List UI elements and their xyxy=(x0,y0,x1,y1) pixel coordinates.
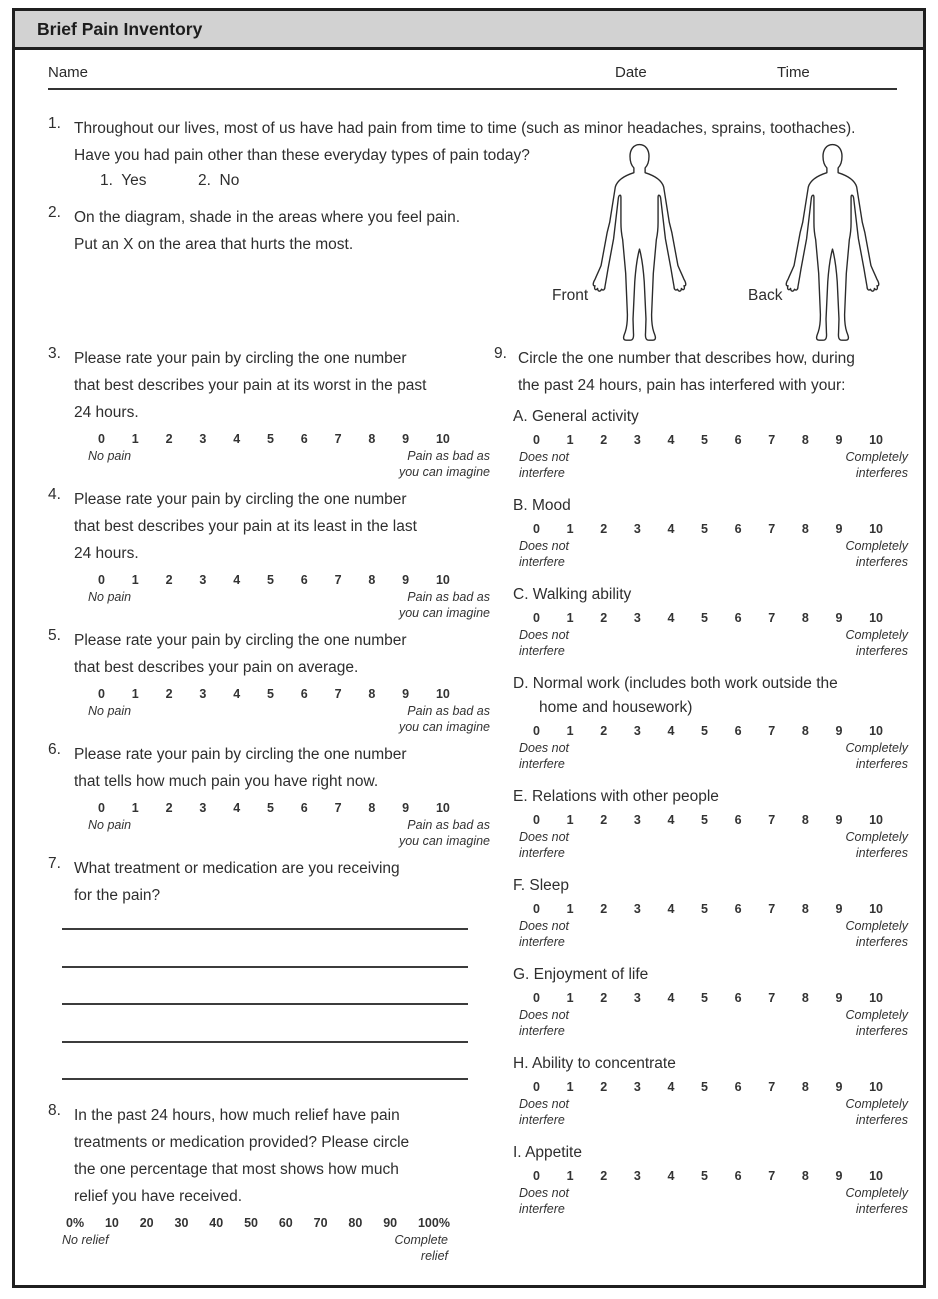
scale-number-2[interactable]: 2 xyxy=(600,1080,608,1094)
scale-number-5[interactable]: 5 xyxy=(701,433,708,447)
scale-number-9[interactable]: 9 xyxy=(835,522,843,536)
scale-number-8[interactable]: 8 xyxy=(801,1169,809,1183)
scale-number-5[interactable]: 5 xyxy=(701,724,708,738)
scale-number-100%[interactable]: 100% xyxy=(417,1216,450,1230)
scale-number-5[interactable]: 5 xyxy=(701,813,708,827)
scale-number-3[interactable]: 3 xyxy=(199,432,207,446)
scale-number-10[interactable]: 10 xyxy=(435,687,450,701)
scale-number-7[interactable]: 7 xyxy=(768,724,776,738)
scale-number-5[interactable]: 5 xyxy=(701,611,708,625)
question-7 xyxy=(48,855,478,1080)
question-5 xyxy=(48,627,490,735)
scale-anchor-right: Completely interferes xyxy=(845,1186,908,1216)
scale-number-1[interactable]: 1 xyxy=(131,432,139,446)
interference-item xyxy=(513,1141,924,1217)
scale-number-3[interactable]: 3 xyxy=(633,433,641,447)
scale-number-10[interactable]: 10 xyxy=(869,902,883,916)
question-7-text: What treatment or medication are you receiving for the pain? xyxy=(74,860,400,904)
scale-number-9[interactable]: 9 xyxy=(835,724,843,738)
form-title-bar xyxy=(12,8,926,50)
scale-anchor-right: Completely interferes xyxy=(845,741,908,771)
interference-item xyxy=(513,785,924,861)
option-no[interactable]: 2. No xyxy=(198,172,240,189)
scale-number-1[interactable]: 1 xyxy=(566,1080,574,1094)
scale-number-10[interactable]: 10 xyxy=(869,433,883,447)
scale-number-0[interactable]: 0 xyxy=(98,573,105,587)
scale-number-20[interactable]: 20 xyxy=(139,1216,154,1230)
scale-anchor-left: No pain xyxy=(88,704,132,718)
scale-anchor-left: No pain xyxy=(88,449,132,463)
interference-item-label: H. Ability to concentrate xyxy=(513,1055,676,1072)
scale-number-2[interactable]: 2 xyxy=(600,813,608,827)
scale-number-2[interactable]: 2 xyxy=(165,573,173,587)
scale-number-3[interactable]: 3 xyxy=(633,724,641,738)
interference-scale xyxy=(533,611,883,626)
relief-percentage-scale xyxy=(66,1216,450,1231)
scale-anchor-right: Completely interferes xyxy=(845,539,908,569)
write-line[interactable] xyxy=(62,930,468,968)
write-line[interactable] xyxy=(62,909,468,930)
scale-number-30[interactable]: 30 xyxy=(174,1216,189,1230)
scale-number-4[interactable]: 4 xyxy=(233,801,241,815)
scale-number-4[interactable]: 4 xyxy=(667,611,675,625)
scale-number-2[interactable]: 2 xyxy=(600,991,608,1005)
scale-number-6[interactable]: 6 xyxy=(300,573,308,587)
scale-anchor-left: No relief xyxy=(62,1233,109,1247)
scale-number-9[interactable]: 9 xyxy=(835,902,843,916)
scale-number-10[interactable]: 10 xyxy=(869,1169,883,1183)
scale-number-3[interactable]: 3 xyxy=(199,687,207,701)
write-line[interactable] xyxy=(62,968,468,1006)
scale-number-8[interactable]: 8 xyxy=(801,813,809,827)
time-label: Time xyxy=(777,64,810,81)
scale-number-9[interactable]: 9 xyxy=(835,1169,843,1183)
scale-anchor-right: Pain as bad as you can imagine xyxy=(398,704,490,734)
scale-number-2[interactable]: 2 xyxy=(165,801,173,815)
scale-number-6[interactable]: 6 xyxy=(734,1169,742,1183)
interference-item-label: D. Normal work (includes both work outside the home and housework) xyxy=(513,675,838,716)
question-2-number: 2. xyxy=(48,204,61,221)
scale-number-2[interactable]: 2 xyxy=(600,902,608,916)
question-3-text: Please rate your pain by circling the one number that best describes your pain at its worst in the past 24 hours. xyxy=(74,350,427,421)
interference-scale xyxy=(533,1169,883,1184)
back-figure-label: Back xyxy=(748,287,783,304)
scale-number-1[interactable]: 1 xyxy=(566,902,574,916)
scale-number-5[interactable]: 5 xyxy=(266,687,274,701)
scale-anchor-right: Pain as bad as you can imagine xyxy=(398,449,490,479)
scale-number-10[interactable]: 10 xyxy=(869,991,883,1005)
scale-number-1[interactable]: 1 xyxy=(566,1169,574,1183)
scale-number-9[interactable]: 9 xyxy=(835,611,843,625)
interference-scale xyxy=(533,1080,883,1095)
body-diagram-back[interactable] xyxy=(785,142,880,345)
scale-number-5[interactable]: 5 xyxy=(701,902,708,916)
scale-number-0[interactable]: 0 xyxy=(98,801,105,815)
scale-number-3[interactable]: 3 xyxy=(633,522,641,536)
date-label: Date xyxy=(615,64,647,81)
scale-number-70[interactable]: 70 xyxy=(313,1216,328,1230)
question-4 xyxy=(48,486,490,621)
scale-number-9[interactable]: 9 xyxy=(835,433,843,447)
scale-number-60[interactable]: 60 xyxy=(278,1216,293,1230)
scale-number-1[interactable]: 1 xyxy=(131,573,139,587)
scale-number-7[interactable]: 7 xyxy=(768,991,776,1005)
scale-number-7[interactable]: 7 xyxy=(334,687,342,701)
scale-number-7[interactable]: 7 xyxy=(768,611,776,625)
scale-anchor-right: Pain as bad as you can imagine xyxy=(398,818,490,848)
scale-number-2[interactable]: 2 xyxy=(600,1169,608,1183)
scale-number-50[interactable]: 50 xyxy=(244,1216,258,1230)
scale-number-1[interactable]: 1 xyxy=(566,433,574,447)
question-1-number: 1. xyxy=(48,115,61,132)
interference-scale xyxy=(533,813,883,828)
question-5-number: 5. xyxy=(48,627,61,644)
body-diagram-front[interactable] xyxy=(592,142,687,345)
scale-number-5[interactable]: 5 xyxy=(266,432,274,446)
scale-anchor-right: Completely interferes xyxy=(845,450,908,480)
question-8-text: In the past 24 hours, how much relief have pain treatments or medication provided? Please circle the one percentage that most shows how much relief you have received. xyxy=(74,1107,410,1205)
scale-anchor-right: Complete relief xyxy=(394,1233,448,1263)
scale-number-0[interactable]: 0 xyxy=(98,432,105,446)
scale-number-0[interactable]: 0 xyxy=(533,991,540,1005)
scale-anchor-left: Does not interfere xyxy=(519,830,570,860)
scale-number-4[interactable]: 4 xyxy=(233,573,241,587)
scale-number-6[interactable]: 6 xyxy=(734,522,742,536)
option-yes[interactable]: 1. Yes xyxy=(100,172,147,189)
scale-number-4[interactable]: 4 xyxy=(667,813,675,827)
interference-item xyxy=(513,494,924,570)
scale-number-3[interactable]: 3 xyxy=(633,991,641,1005)
scale-number-7[interactable]: 7 xyxy=(768,902,776,916)
scale-number-0[interactable]: 0 xyxy=(533,1169,540,1183)
scale-number-4[interactable]: 4 xyxy=(667,433,675,447)
interference-item-label: I. Appetite xyxy=(513,1144,582,1161)
name-label: Name xyxy=(48,64,89,81)
scale-number-3[interactable]: 3 xyxy=(633,611,641,625)
scale-number-8[interactable]: 8 xyxy=(368,801,376,815)
scale-number-10[interactable]: 10 xyxy=(869,813,883,827)
scale-number-5[interactable]: 5 xyxy=(701,1080,708,1094)
question-3-number: 3. xyxy=(48,345,61,362)
scale-number-6[interactable]: 6 xyxy=(734,813,742,827)
scale-number-8[interactable]: 8 xyxy=(801,724,809,738)
scale-anchor-left: Does not interfere xyxy=(519,628,570,658)
write-line[interactable] xyxy=(62,1005,468,1043)
scale-number-8[interactable]: 8 xyxy=(368,573,376,587)
interference-scale xyxy=(533,433,883,448)
scale-number-8[interactable]: 8 xyxy=(368,687,376,701)
scale-number-10[interactable]: 10 xyxy=(104,1216,119,1230)
scale-number-0[interactable]: 0 xyxy=(533,813,540,827)
scale-number-6[interactable]: 6 xyxy=(734,724,742,738)
question-6 xyxy=(48,741,490,849)
question-9-number: 9. xyxy=(494,345,507,362)
pain-scale-q3 xyxy=(98,432,450,447)
scale-number-10[interactable]: 10 xyxy=(435,432,450,446)
question-6-number: 6. xyxy=(48,741,61,758)
scale-anchor-left: Does not interfere xyxy=(519,919,570,949)
scale-number-7[interactable]: 7 xyxy=(768,813,776,827)
interference-item-label: B. Mood xyxy=(513,497,571,514)
write-line[interactable] xyxy=(62,1043,468,1081)
scale-number-7[interactable]: 7 xyxy=(768,1169,776,1183)
interference-item xyxy=(513,583,924,659)
scale-number-4[interactable]: 4 xyxy=(667,724,675,738)
question-9-text: Circle the one number that describes how, during the past 24 hours, pain has interfered with your: xyxy=(518,350,855,394)
interference-item xyxy=(513,874,924,950)
scale-anchor-left: Does not interfere xyxy=(519,539,570,569)
scale-number-80[interactable]: 80 xyxy=(348,1216,363,1230)
scale-number-3[interactable]: 3 xyxy=(633,1080,641,1094)
question-1-options xyxy=(100,172,240,190)
scale-number-6[interactable]: 6 xyxy=(300,687,308,701)
pain-scale-q4 xyxy=(98,573,450,588)
scale-anchor-right: Completely interferes xyxy=(845,919,908,949)
scale-number-0[interactable]: 0 xyxy=(98,687,105,701)
scale-number-7[interactable]: 7 xyxy=(334,432,342,446)
scale-number-10[interactable]: 10 xyxy=(435,801,450,815)
scale-number-40[interactable]: 40 xyxy=(209,1216,224,1230)
scale-number-2[interactable]: 2 xyxy=(165,432,173,446)
scale-number-4[interactable]: 4 xyxy=(667,522,675,536)
scale-number-6[interactable]: 6 xyxy=(734,1080,742,1094)
name-date-time-write-line[interactable] xyxy=(48,88,897,90)
question-3 xyxy=(48,345,490,480)
interference-scale xyxy=(533,522,883,537)
interference-scale xyxy=(533,902,883,917)
scale-anchor-right: Completely interferes xyxy=(845,830,908,860)
question-2 xyxy=(48,204,518,258)
question-1-text: Throughout our lives, most of us have had pain from time to time (such as minor headaches, sprains, toothaches). Have you had pain other than these everyday types of pain today? xyxy=(74,120,856,164)
scale-number-10[interactable]: 10 xyxy=(869,1080,883,1094)
scale-anchor-right: Completely interferes xyxy=(845,628,908,658)
question-9 xyxy=(494,345,924,399)
scale-anchor-left: Does not interfere xyxy=(519,741,570,771)
scale-number-0[interactable]: 0 xyxy=(533,902,540,916)
scale-number-4[interactable]: 4 xyxy=(667,1169,675,1183)
scale-number-4[interactable]: 4 xyxy=(667,902,675,916)
scale-number-9[interactable]: 9 xyxy=(835,991,843,1005)
pain-scale-q5 xyxy=(98,687,450,702)
scale-number-0%[interactable]: 0% xyxy=(66,1216,85,1230)
scale-number-8[interactable]: 8 xyxy=(801,1080,809,1094)
interference-item-label: C. Walking ability xyxy=(513,586,632,603)
scale-number-1[interactable]: 1 xyxy=(566,611,574,625)
scale-number-8[interactable]: 8 xyxy=(801,433,809,447)
scale-number-7[interactable]: 7 xyxy=(334,573,342,587)
interference-item-label: G. Enjoyment of life xyxy=(513,966,649,983)
front-figure-label: Front xyxy=(552,287,589,304)
scale-number-5[interactable]: 5 xyxy=(701,991,708,1005)
pain-scale-q6 xyxy=(98,801,450,816)
scale-number-0[interactable]: 0 xyxy=(533,1080,540,1094)
form-title: Brief Pain Inventory xyxy=(37,18,203,39)
interference-item xyxy=(513,1052,924,1128)
scale-number-10[interactable]: 10 xyxy=(435,573,450,587)
scale-number-7[interactable]: 7 xyxy=(768,522,776,536)
scale-number-0[interactable]: 0 xyxy=(533,724,540,738)
scale-number-6[interactable]: 6 xyxy=(734,991,742,1005)
scale-number-6[interactable]: 6 xyxy=(300,432,308,446)
interference-scale xyxy=(533,724,883,739)
scale-number-1[interactable]: 1 xyxy=(566,522,574,536)
interference-list xyxy=(513,405,924,1217)
scale-number-1[interactable]: 1 xyxy=(566,724,574,738)
scale-number-0[interactable]: 0 xyxy=(533,433,540,447)
scale-number-9[interactable]: 9 xyxy=(835,813,843,827)
scale-number-3[interactable]: 3 xyxy=(633,813,641,827)
scale-number-3[interactable]: 3 xyxy=(633,1169,641,1183)
scale-anchor-left: Does not interfere xyxy=(519,1186,570,1216)
scale-number-7[interactable]: 7 xyxy=(768,1080,776,1094)
scale-number-3[interactable]: 3 xyxy=(633,902,641,916)
question-8-number: 8. xyxy=(48,1102,61,1119)
scale-number-7[interactable]: 7 xyxy=(768,433,776,447)
scale-number-6[interactable]: 6 xyxy=(734,902,742,916)
scale-number-5[interactable]: 5 xyxy=(266,801,274,815)
interference-item-label: F. Sleep xyxy=(513,877,570,894)
scale-number-2[interactable]: 2 xyxy=(600,724,608,738)
scale-number-3[interactable]: 3 xyxy=(199,573,207,587)
right-column xyxy=(494,345,924,1230)
question-6-text: Please rate your pain by circling the one number that tells how much pain you have right now. xyxy=(74,746,407,790)
scale-number-8[interactable]: 8 xyxy=(801,611,809,625)
scale-anchor-right: Completely interferes xyxy=(845,1097,908,1127)
scale-number-4[interactable]: 4 xyxy=(233,432,241,446)
scale-number-10[interactable]: 10 xyxy=(869,611,883,625)
scale-number-5[interactable]: 5 xyxy=(701,522,708,536)
scale-number-0[interactable]: 0 xyxy=(533,522,540,536)
scale-number-7[interactable]: 7 xyxy=(334,801,342,815)
scale-number-6[interactable]: 6 xyxy=(734,433,742,447)
scale-number-8[interactable]: 8 xyxy=(801,522,809,536)
scale-number-6[interactable]: 6 xyxy=(300,801,308,815)
scale-number-4[interactable]: 4 xyxy=(667,1080,675,1094)
scale-number-2[interactable]: 2 xyxy=(600,433,608,447)
scale-number-90[interactable]: 90 xyxy=(383,1216,398,1230)
scale-number-10[interactable]: 10 xyxy=(869,522,883,536)
scale-number-4[interactable]: 4 xyxy=(233,687,241,701)
scale-anchor-right: Completely interferes xyxy=(845,1008,908,1038)
scale-number-1[interactable]: 1 xyxy=(566,991,574,1005)
scale-number-1[interactable]: 1 xyxy=(131,801,139,815)
scale-number-1[interactable]: 1 xyxy=(131,687,139,701)
scale-number-2[interactable]: 2 xyxy=(165,687,173,701)
interference-scale xyxy=(533,991,883,1006)
question-4-text: Please rate your pain by circling the one number that best describes your pain at its least in the last 24 hours. xyxy=(74,491,417,562)
scale-number-10[interactable]: 10 xyxy=(869,724,883,738)
interference-item xyxy=(513,405,924,481)
scale-number-5[interactable]: 5 xyxy=(701,1169,708,1183)
scale-number-9[interactable]: 9 xyxy=(402,801,410,815)
scale-anchor-left: Does not interfere xyxy=(519,450,570,480)
interference-item-label: E. Relations with other people xyxy=(513,788,719,805)
interference-item-label: A. General activity xyxy=(513,408,639,425)
scale-number-6[interactable]: 6 xyxy=(734,611,742,625)
scale-number-3[interactable]: 3 xyxy=(199,801,207,815)
scale-number-9[interactable]: 9 xyxy=(402,432,410,446)
scale-number-8[interactable]: 8 xyxy=(801,902,809,916)
scale-number-9[interactable]: 9 xyxy=(835,1080,843,1094)
scale-number-9[interactable]: 9 xyxy=(402,687,410,701)
scale-anchor-left: No pain xyxy=(88,818,132,832)
left-column xyxy=(48,345,490,1270)
question-5-text: Please rate your pain by circling the one number that best describes your pain on average. xyxy=(74,632,407,676)
scale-number-1[interactable]: 1 xyxy=(566,813,574,827)
question-7-number: 7. xyxy=(48,855,61,872)
scale-anchor-left: Does not interfere xyxy=(519,1097,570,1127)
interference-item xyxy=(513,963,924,1039)
treatment-write-lines xyxy=(62,909,468,1080)
scale-number-4[interactable]: 4 xyxy=(667,991,675,1005)
question-8 xyxy=(48,1102,478,1264)
scale-anchor-left: Does not interfere xyxy=(519,1008,570,1038)
scale-number-2[interactable]: 2 xyxy=(600,611,608,625)
interference-item xyxy=(513,672,924,772)
scale-number-0[interactable]: 0 xyxy=(533,611,540,625)
question-4-number: 4. xyxy=(48,486,61,503)
scale-number-9[interactable]: 9 xyxy=(402,573,410,587)
scale-anchor-left: No pain xyxy=(88,590,132,604)
scale-number-8[interactable]: 8 xyxy=(801,991,809,1005)
scale-number-5[interactable]: 5 xyxy=(266,573,274,587)
scale-number-8[interactable]: 8 xyxy=(368,432,376,446)
question-2-text: On the diagram, shade in the areas where you feel pain. Put an X on the area that hurts the most. xyxy=(74,209,461,253)
scale-number-2[interactable]: 2 xyxy=(600,522,608,536)
scale-anchor-right: Pain as bad as you can imagine xyxy=(398,590,490,620)
